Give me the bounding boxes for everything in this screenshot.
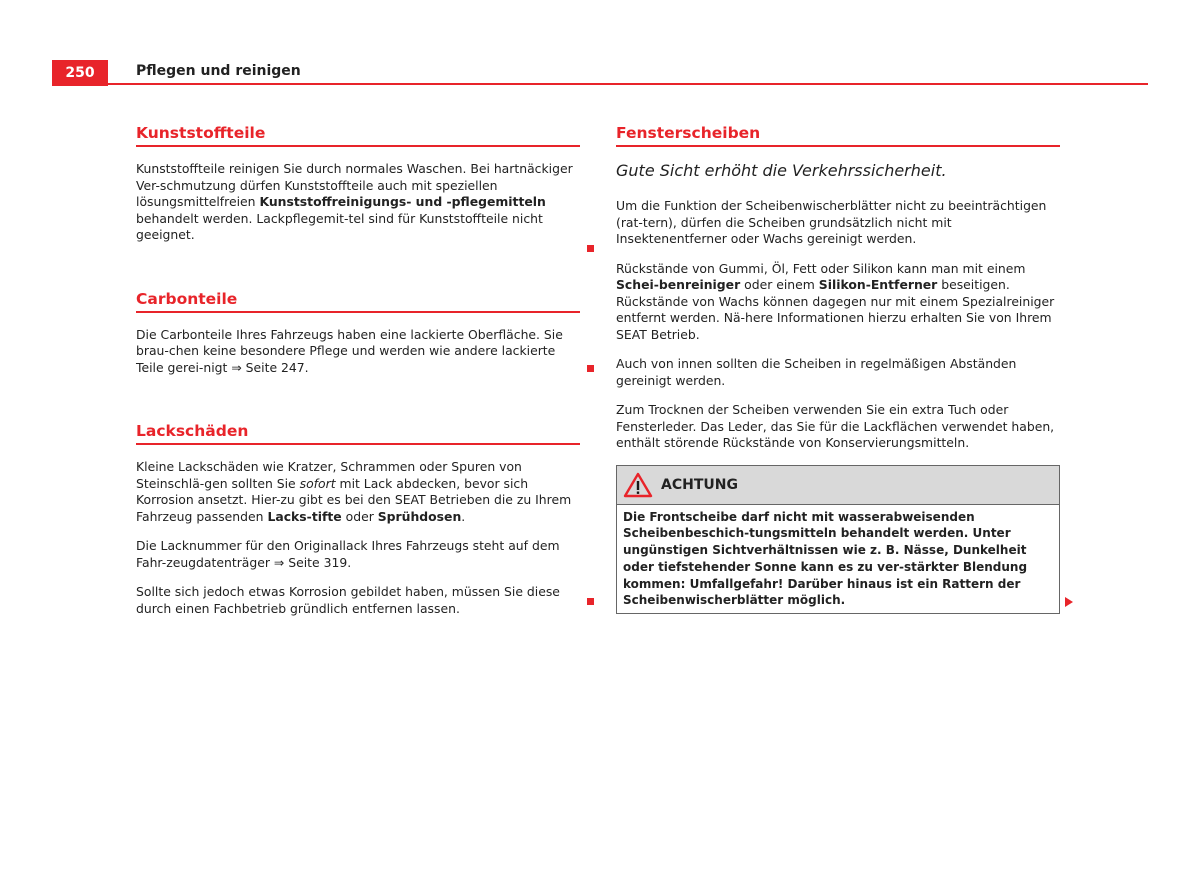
section-title: Carbonteile	[136, 290, 580, 313]
text: oder	[341, 508, 378, 524]
left-column	[136, 124, 580, 630]
warning-header	[617, 466, 1059, 505]
paragraph	[136, 459, 580, 525]
bold-term: Sprühdosen	[377, 508, 462, 524]
text: Kleine Lackschäden wie Kratzer, Schrammen oder Spuren von Steinschlä-gen sollten Sie	[136, 459, 522, 491]
bold-term: Silikon-Entferner	[818, 277, 938, 292]
warning-box	[616, 465, 1060, 615]
section-end-square	[587, 598, 594, 605]
bold-term: Schei-benreiniger	[616, 277, 741, 292]
section-title: Kunststoffteile	[136, 124, 580, 147]
text: Rückstände von Gummi, Öl, Fett oder Silikon kann man mit einem	[616, 260, 1026, 276]
text: .	[461, 508, 466, 524]
section-end-square	[587, 365, 594, 372]
header-rule	[108, 83, 1148, 85]
paragraph	[136, 584, 580, 617]
paragraph: Die Lacknummer für den Originallack Ihres Fahrzeugs steht auf dem Fahr-zeugdatenträger ⇒ Seite 319.	[136, 538, 560, 570]
section-title: Fensterscheiben	[616, 124, 1060, 147]
section-subtitle: Gute Sicht erhöht die Verkehrssicherheit.	[616, 161, 947, 180]
warning-text: Die Frontscheibe darf nicht mit wasserabweisenden Scheibenbeschich-tungsmitteln behandelt werden. Unter ungünstigen Sichtverhältnissen wie z. B. Nässe, Dunkelheit oder tiefstehender Sonne kann es zu ver-stärkter Blendung kommen: Umfallgefahr! Darüber hinaus ist ein Rattern der Scheibenwischerblätter möglich.	[623, 509, 1028, 608]
page-number: 250	[52, 60, 108, 86]
text: Kunststoffteile reinigen Sie durch normales Waschen. Bei hartnäckiger Ver-schmutzung dürfen Kunststoffteile auch mit speziellen lösungsmittelfreien	[136, 161, 573, 209]
italic-term: sofort	[299, 475, 336, 491]
running-header-title: Pflegen und reinigen	[136, 63, 301, 79]
warning-title: ACHTUNG	[661, 476, 738, 493]
section-kunststoffteile	[136, 124, 580, 244]
paragraph: Zum Trocknen der Scheiben verwenden Sie ein extra Tuch oder Fensterleder. Das Leder, das Sie für die Lackflächen verwendet haben, enthält störende Rückstände von Konservierungsmitteln.	[616, 402, 1055, 450]
section-title: Lackschäden	[136, 422, 580, 445]
paragraph	[136, 161, 580, 244]
text: beseitigen. Rückstände von Wachs können dagegen nur mit einem Spezialreiniger entfernt werden. Nä-here Informationen hierzu erhalten Sie von Ihrem SEAT Betrieb.	[616, 277, 1055, 342]
section-end-square	[587, 245, 594, 252]
paragraph: Um die Funktion der Scheibenwischerblätter nicht zu beeinträchtigen (rat-tern), dürfen die Scheiben grundsätzlich nicht mit Insektenentferner oder Wachs gereinigt werden.	[616, 198, 1047, 246]
warning-triangle-icon	[623, 472, 653, 498]
bold-term: Lacks-tifte	[267, 508, 342, 524]
text: oder einem	[740, 277, 819, 292]
text: behandelt werden. Lackpflegemit-tel sind für Kunststoffteile nicht geeignet.	[136, 210, 543, 242]
paragraph: Auch von innen sollten die Scheiben in regelmäßigen Abständen gereinigt werden.	[616, 356, 1017, 388]
right-column	[616, 124, 1060, 614]
text: Die Carbonteile Ihres Fahrzeugs haben eine lackierte Oberfläche. Sie brau-chen keine besondere Pflege und werden wie andere lackierte Teile gerei-nigt ⇒ Seite 247.	[136, 326, 563, 375]
section-carbonteile	[136, 290, 580, 377]
paragraph	[136, 327, 580, 377]
text: Sollte sich jedoch etwas Korrosion gebildet haben, müssen Sie diese durch einen Fachbetrieb gründlich entfernen lassen.	[136, 584, 560, 616]
section-lackschaeden	[136, 422, 580, 617]
continue-arrow	[1065, 597, 1073, 607]
text: mit Lack abdecken, bevor sich Korrosion ansetzt. Hier-zu gibt es bei den SEAT Betrieben die zu Ihrem Fahrzeug passenden	[136, 475, 572, 524]
bold-term: Kunststoffreinigungs- und -pflegemitteln	[259, 194, 546, 209]
paragraph	[616, 261, 1060, 344]
